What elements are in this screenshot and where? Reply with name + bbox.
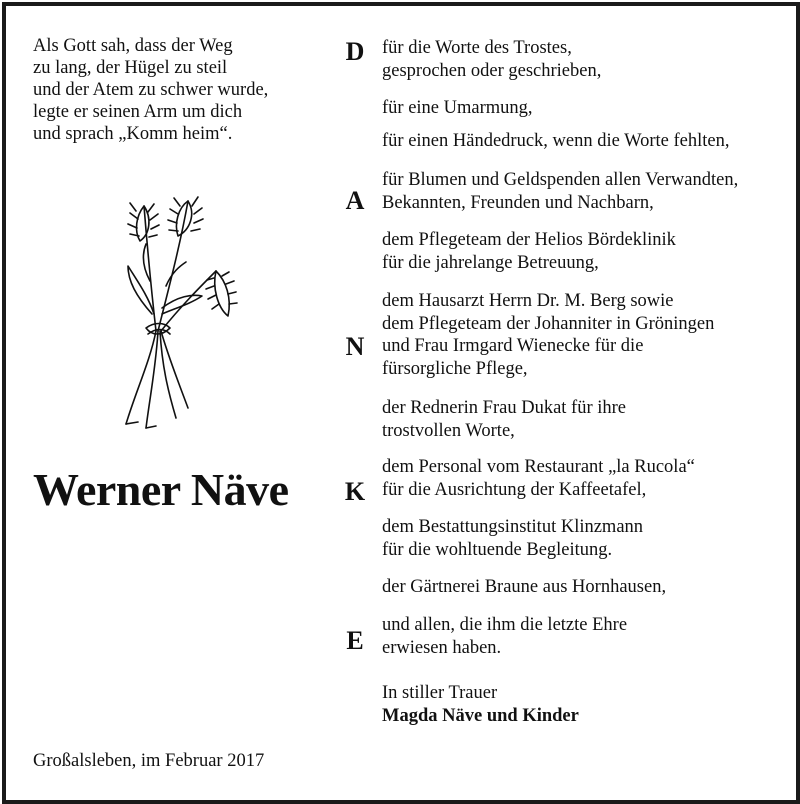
entry-line: für die jahrelange Betreuung, xyxy=(382,252,599,273)
entry-line: für einen Händedruck, wenn die Worte fehlten, xyxy=(382,131,730,151)
danke-letter-a: A xyxy=(345,186,365,215)
thanks-entry xyxy=(382,290,800,380)
entry-line: dem Pflegeteam der Helios Bördeklinik xyxy=(382,230,676,250)
poem-line: legte er seinen Arm um dich xyxy=(33,102,243,122)
poem-line: Als Gott sah, dass der Weg xyxy=(33,36,233,56)
entry-line: für die wohltuende Begleitung. xyxy=(382,539,613,560)
entry-line: für die Ausrichtung der Kaffeetafel, xyxy=(382,479,647,500)
poem-line: zu lang, der Hügel zu steil xyxy=(33,58,228,78)
closing-line: In stiller Trauer xyxy=(382,683,498,703)
poem xyxy=(33,35,323,145)
entry-line: dem Personal vom Restaurant „la Rucola“ xyxy=(382,457,695,477)
wheat-sheaf-icon xyxy=(106,186,246,431)
thanks-entry xyxy=(382,169,800,214)
entry-line: dem Bestattungsinstitut Klinzmann xyxy=(382,517,644,537)
deceased-name: Werner Näve xyxy=(33,464,289,515)
thanks-entry xyxy=(382,130,800,153)
family-signature: Magda Näve und Kinder xyxy=(382,705,579,726)
thanks-entry xyxy=(382,37,800,82)
thanks-entry xyxy=(382,614,800,659)
thanks-entry xyxy=(382,516,800,561)
poem-line: und der Atem zu schwer wurde, xyxy=(33,80,269,100)
entry-line: der Rednerin Frau Dukat für ihre xyxy=(382,398,627,418)
danke-letter-e: E xyxy=(346,626,364,655)
thanks-entry xyxy=(382,576,800,599)
thanks-entry xyxy=(382,97,800,120)
poem-line: und sprach „Komm heim“. xyxy=(33,124,233,144)
obituary-card xyxy=(2,2,800,804)
thanks-entry xyxy=(382,229,800,274)
entry-line: Bekannten, Freunden und Nachbarn, xyxy=(382,192,654,213)
entry-line: gesprochen oder geschrieben, xyxy=(382,60,602,81)
entry-line: fürsorgliche Pflege, xyxy=(382,358,528,379)
entry-line: für eine Umarmung, xyxy=(382,98,533,118)
entry-line: erwiesen haben. xyxy=(382,637,502,658)
entry-line: dem Pflegeteam der Johanniter in Gröningen xyxy=(382,313,715,334)
danke-letter-k: K xyxy=(344,477,366,506)
entry-line: dem Hausarzt Herrn Dr. M. Berg sowie xyxy=(382,291,674,311)
entry-line: für die Worte des Trostes, xyxy=(382,38,572,58)
entry-line: und allen, die ihm die letzte Ehre xyxy=(382,615,628,635)
closing xyxy=(382,682,800,727)
entry-line: für Blumen und Geldspenden allen Verwandten, xyxy=(382,170,739,190)
entry-line: und Frau Irmgard Wienecke für die xyxy=(382,336,644,356)
thanks-entry xyxy=(382,456,800,501)
entry-line: trostvollen Worte, xyxy=(382,420,515,441)
entry-line: der Gärtnerei Braune aus Hornhausen, xyxy=(382,577,667,597)
place-date: Großalsleben, im Februar 2017 xyxy=(33,751,265,771)
danke-letter-d: D xyxy=(345,37,365,66)
thanks-entry xyxy=(382,397,800,442)
danke-letter-n: N xyxy=(345,332,365,361)
